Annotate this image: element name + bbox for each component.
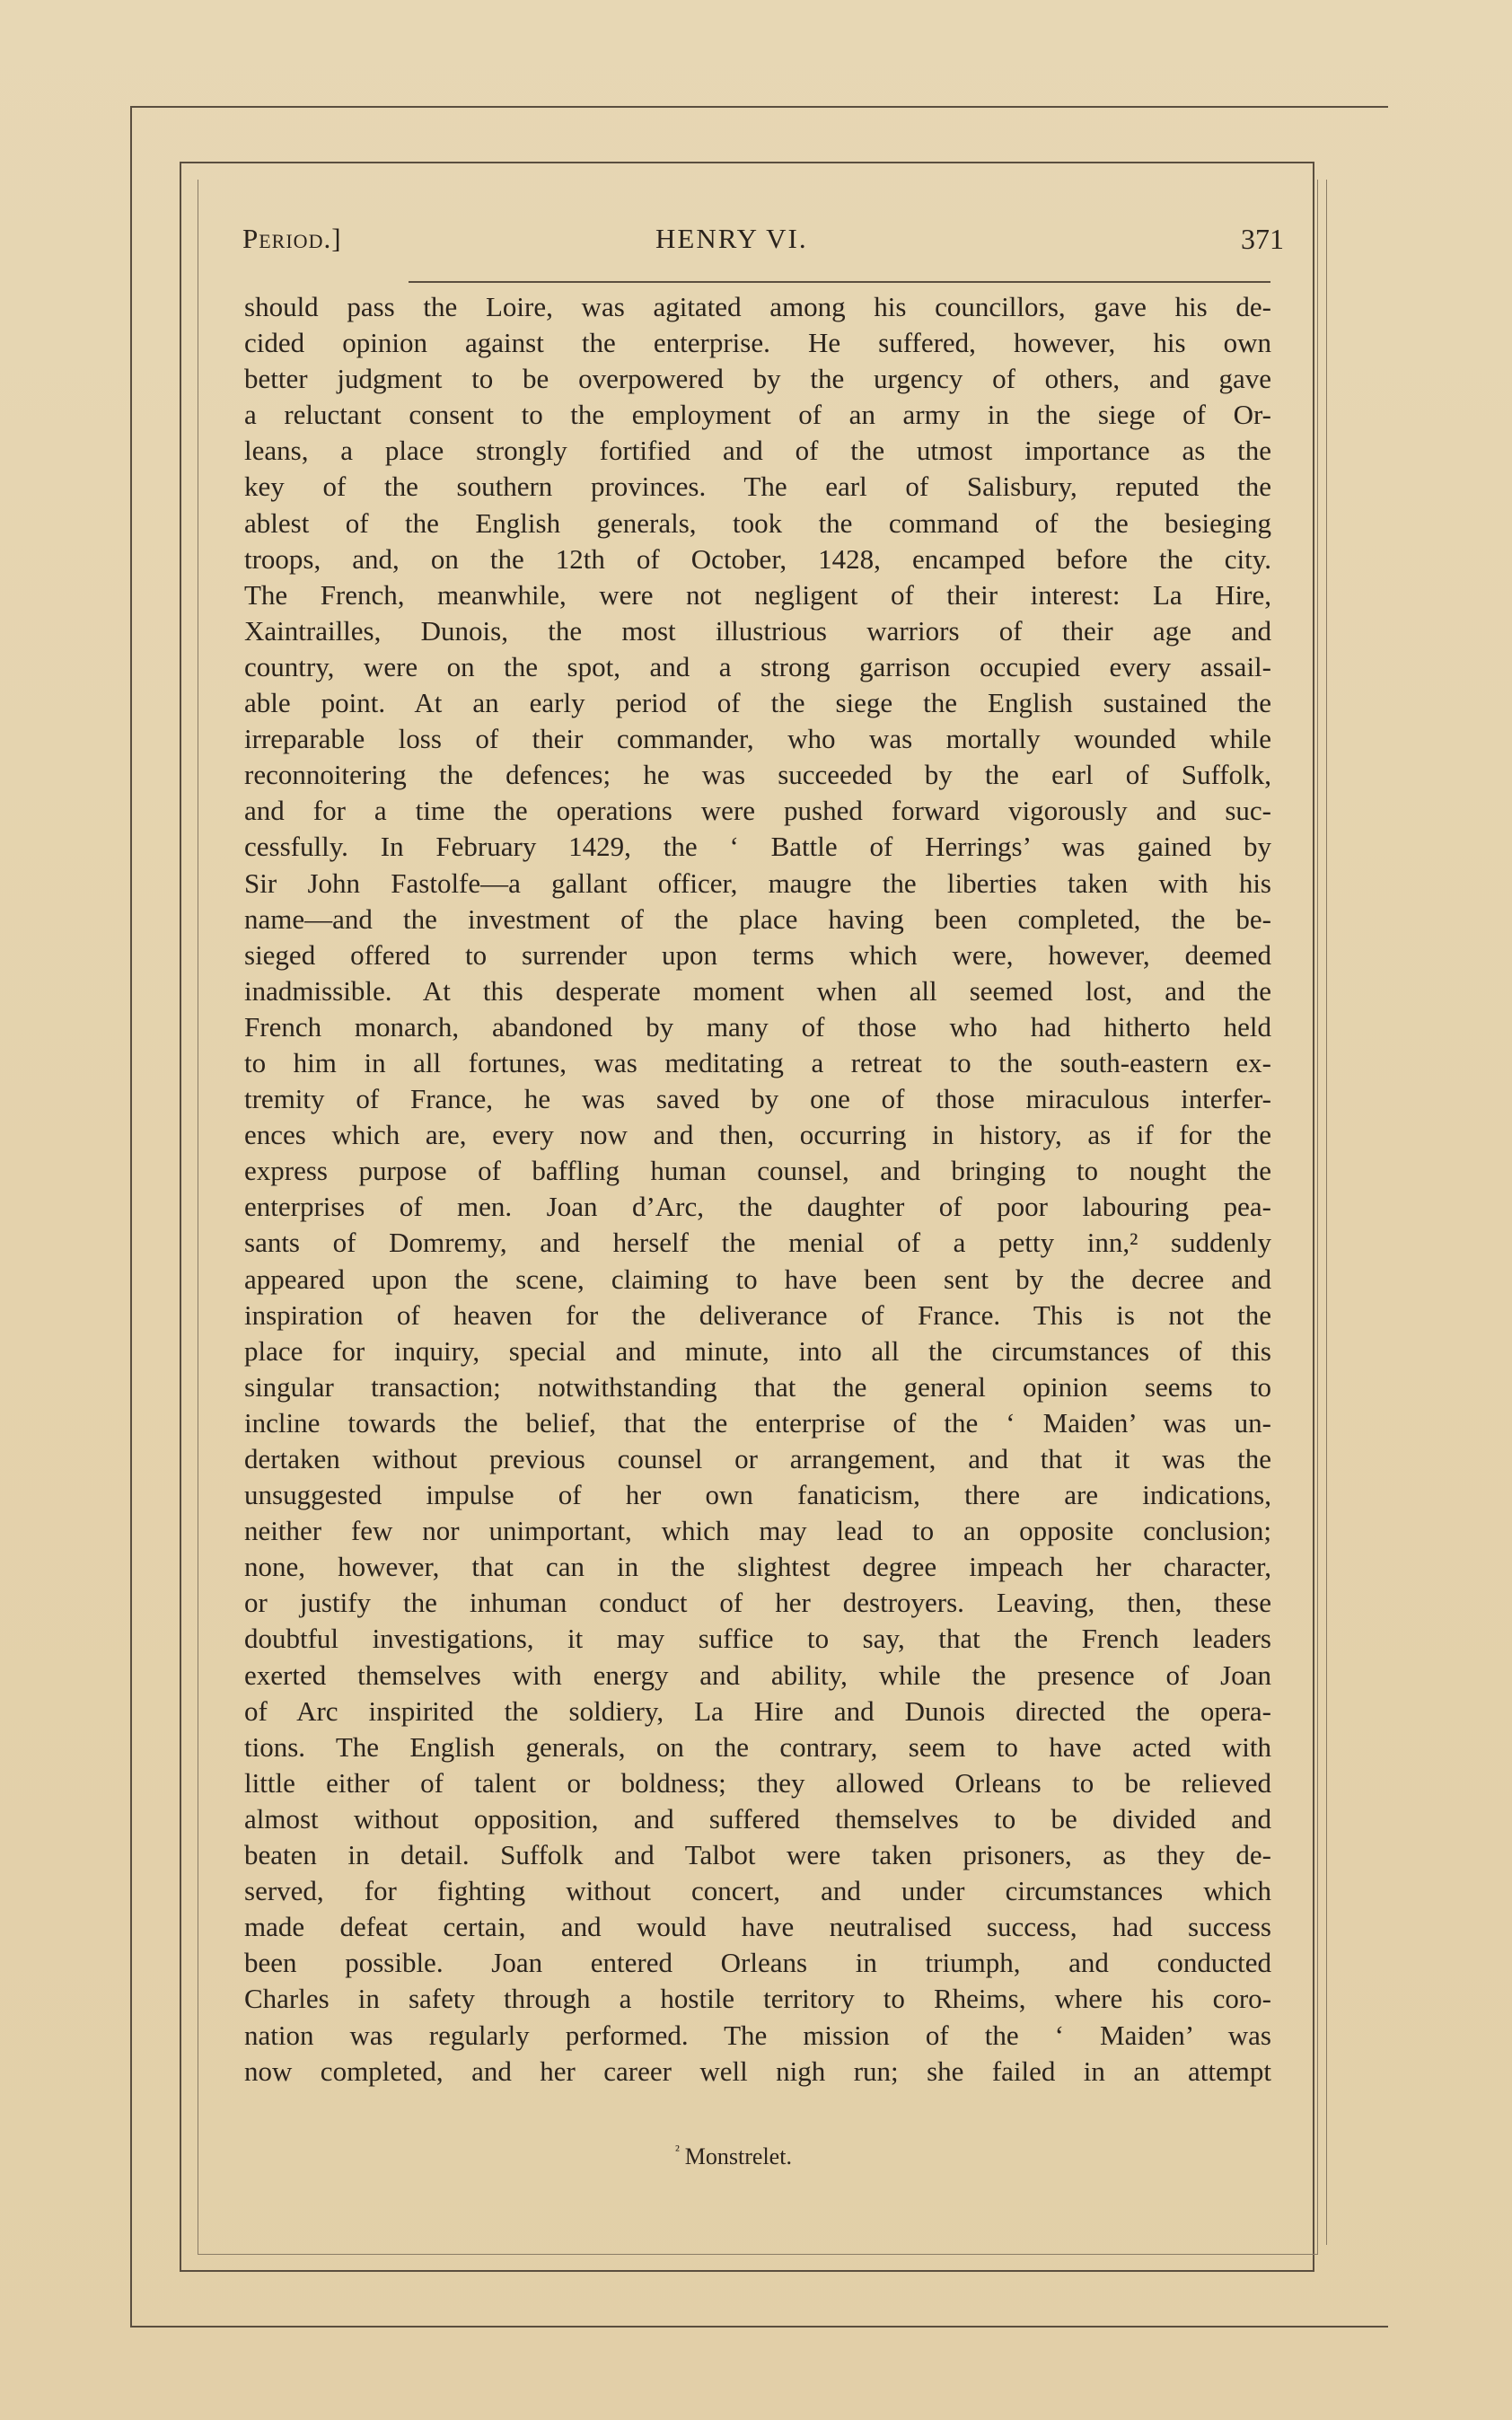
text-line: none, however, that can in the slightest degree impeach her character,	[244, 1551, 1271, 1583]
text-line: a reluctant consent to the employment of an army in the siege of Or-	[244, 399, 1271, 431]
text-line: to him in all fortunes, was meditating a retreat to the south-eastern ex-	[244, 1046, 1271, 1078]
text-line: doubtful investigations, it may suffice to say, that the French leaders	[244, 1623, 1271, 1655]
text-line: irreparable loss of their commander, who was mortally wounded while	[244, 723, 1271, 755]
text-line: cessfully. In February 1429, the ‘ Battle of Herrings’ was gained by	[244, 831, 1271, 863]
text-line: served, for fighting without concert, and under circumstances which	[244, 1875, 1271, 1907]
text-line: unsuggested impulse of her own fanaticism, there are indications,	[244, 1479, 1271, 1511]
text-line: The French, meanwhile, were not negligent of their interest: La Hire,	[244, 578, 1271, 611]
text-line: express purpose of baffling human counsel, and bringing to nought the	[244, 1155, 1271, 1187]
header-title: HENRY VI.	[655, 223, 808, 254]
right-margin-rule	[1326, 180, 1327, 2245]
header-underline	[409, 281, 1270, 283]
text-line: reconnoitering the defences; he was succeeded by the earl of Suffolk,	[244, 759, 1271, 791]
text-line: dertaken without previous counsel or arrangement, and that it was the	[244, 1443, 1271, 1474]
page-number: 371	[1241, 223, 1284, 255]
text-line: place for inquiry, special and minute, into all the circumstances of this	[244, 1334, 1271, 1367]
text-line: sieged offered to surrender upon terms which were, however, deemed	[244, 938, 1271, 971]
text-line: or justify the inhuman conduct of her destroyers. Leaving, then, these	[244, 1587, 1271, 1619]
text-line: inspiration of heaven for the deliverance of France. This is not the	[244, 1298, 1271, 1331]
header-section-label: Period.]	[242, 223, 342, 254]
text-line: of Arc inspirited the soldiery, La Hire and Dunois directed the opera-	[244, 1694, 1271, 1727]
text-line: nation was regularly performed. The mission of the ‘ Maiden’ was	[244, 2019, 1271, 2051]
text-line: better judgment to be overpowered by the urgency of others, and gave	[244, 363, 1271, 395]
text-line: neither few nor unimportant, which may lead to an opposite conclusion;	[244, 1515, 1271, 1547]
body-text	[244, 289, 1271, 2090]
footnote-marker: ²	[675, 2143, 680, 2160]
text-line: Charles in safety through a hostile territory to Rheims, where his coro-	[244, 1983, 1271, 2015]
text-line: beaten in detail. Suffolk and Talbot were taken prisoners, as they de-	[244, 1839, 1271, 1871]
text-line: exerted themselves with energy and ability, while the presence of Joan	[244, 1659, 1271, 1691]
text-line: ences which are, every now and then, occurring in history, as if for the	[244, 1119, 1271, 1151]
text-line: French monarch, abandoned by many of those who had hitherto held	[244, 1010, 1271, 1043]
text-line: Sir John Fastolfe—a gallant officer, maugre the liberties taken with his	[244, 867, 1271, 899]
text-line: been possible. Joan entered Orleans in triumph, and conducted	[244, 1947, 1271, 1979]
text-line: leans, a place strongly fortified and of the utmost importance as the	[244, 435, 1271, 467]
text-line: ablest of the English generals, took the command of the besieging	[244, 506, 1271, 539]
text-line: troops, and, on the 12th of October, 1428, encamped before the city.	[244, 542, 1271, 575]
text-line: cided opinion against the enterprise. He suffered, however, his own	[244, 327, 1271, 359]
running-header	[242, 223, 1284, 259]
text-line: Xaintrailles, Dunois, the most illustrious warriors of their age and	[244, 614, 1271, 647]
text-line: incline towards the belief, that the enterprise of the ‘ Maiden’ was un-	[244, 1406, 1271, 1439]
footnote	[675, 2143, 792, 2170]
text-line: appeared upon the scene, claiming to have been sent by the decree and	[244, 1263, 1271, 1295]
text-line: able point. At an early period of the siege the English sustained the	[244, 687, 1271, 719]
text-line: tions. The English generals, on the contrary, seem to have acted with	[244, 1730, 1271, 1763]
text-line: name—and the investment of the place having been completed, the be-	[244, 902, 1271, 935]
text-line: country, were on the spot, and a strong garrison occupied every assail-	[244, 650, 1271, 682]
text-line: key of the southern provinces. The earl of Salisbury, reputed the	[244, 471, 1271, 503]
text-line: tremity of France, he was saved by one of those miraculous interfer-	[244, 1083, 1271, 1115]
footnote-text: Monstrelet.	[684, 2143, 792, 2169]
text-line: singular transaction; notwithstanding that the general opinion seems to	[244, 1370, 1271, 1403]
text-line: almost without opposition, and suffered themselves to be divided and	[244, 1802, 1271, 1835]
text-line: now completed, and her career well nigh run; she failed in an attempt	[244, 2055, 1271, 2087]
text-line: should pass the Loire, was agitated among his councillors, gave his de-	[244, 291, 1271, 322]
text-line: enterprises of men. Joan d’Arc, the daughter of poor labouring pea-	[244, 1191, 1271, 1223]
text-line: sants of Domremy, and herself the menial of a petty inn,² suddenly	[244, 1227, 1271, 1259]
text-line: made defeat certain, and would have neutralised success, had success	[244, 1911, 1271, 1943]
text-line: little either of talent or boldness; they allowed Orleans to be relieved	[244, 1766, 1271, 1799]
text-line: inadmissible. At this desperate moment when all seemed lost, and the	[244, 974, 1271, 1007]
text-line: and for a time the operations were pushed forward vigorously and suc-	[244, 795, 1271, 827]
